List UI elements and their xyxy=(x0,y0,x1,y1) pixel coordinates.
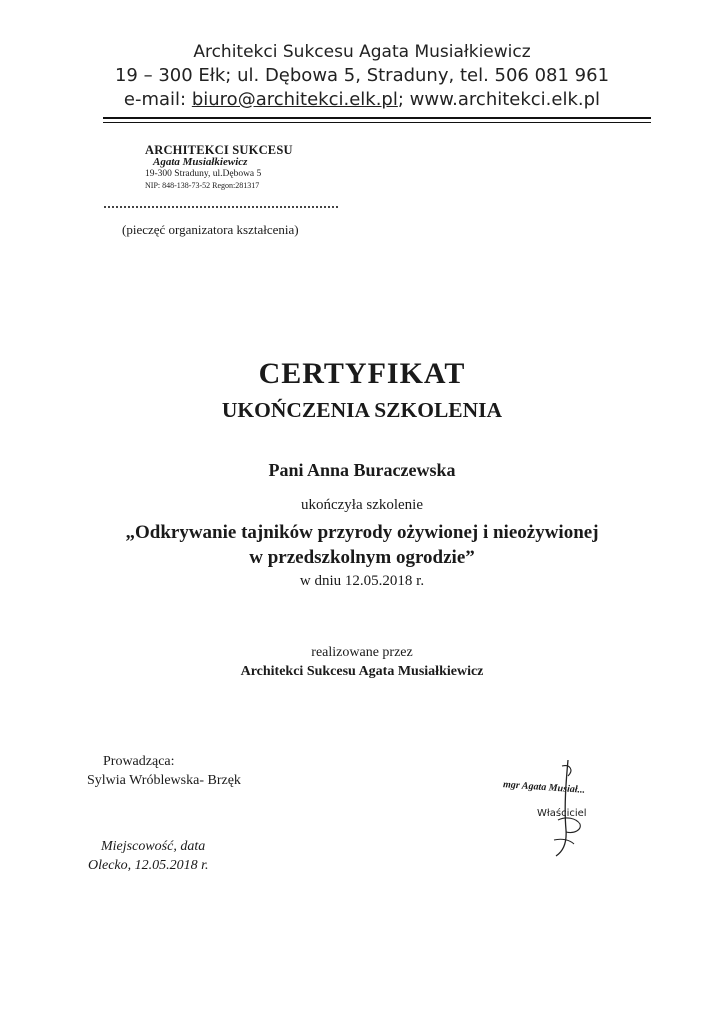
company-contact xyxy=(0,88,724,112)
place-date-value: Olecko, 12.05.2018 r. xyxy=(88,858,209,873)
company-name: Architekci Sukcesu Agata Musiałkiewicz xyxy=(193,42,531,62)
email-prefix: e-mail: xyxy=(123,89,192,110)
signature-stamp-role: Właściciel xyxy=(537,808,587,819)
email-link[interactable]: biuro@architekci.elk.pl xyxy=(191,89,398,110)
stamp-line-address: 19-300 Straduny, ul.Dębowa 5 xyxy=(145,169,262,179)
company-address: 19 – 300 Ełk; ul. Dębowa 5, Straduny, tel. 506 081 961 xyxy=(114,65,610,86)
recipient-name: Pani Anna Buraczewska xyxy=(268,460,456,480)
organizer-stamp xyxy=(145,144,345,192)
contact-separator: ; xyxy=(397,89,410,110)
place-date-label: Miejscowość, data xyxy=(101,839,206,854)
website-link[interactable]: www.architekci.elk.pl xyxy=(409,89,601,110)
organizer-name: Architekci Sukcesu Agata Musiałkiewicz xyxy=(240,664,484,679)
signature-stamp-name: mgr Agata Musiał... xyxy=(502,779,586,796)
course-title-line-1: „Odkrywanie tajników przyrody ożywionej i nieożywionej xyxy=(125,522,599,543)
stamp-caption: (pieczęć organizatora kształcenia) xyxy=(122,222,299,237)
header-rule-thin xyxy=(103,122,651,123)
certificate-subtitle: UKOŃCZENIA SZKOLENIA xyxy=(221,398,503,422)
trainer-label: Prowadząca: xyxy=(103,754,175,769)
header-rule-thick xyxy=(103,117,651,119)
stamp-line-company: ARCHITEKCI SUKCESU xyxy=(145,143,293,157)
stamp-line-ids: NIP: 848-138-73-52 Regon:281317 xyxy=(145,181,260,190)
handwritten-signature xyxy=(496,752,606,862)
stamp-line-owner: Agata Musiałkiewicz xyxy=(153,156,248,168)
organizer-label: realizowane przez xyxy=(311,645,413,660)
letterhead xyxy=(0,40,724,112)
trainer-name: Sylwia Wróblewska- Brzęk xyxy=(87,773,241,788)
course-title-line-2: w przedszkolnym ogrodzie” xyxy=(249,547,475,568)
certificate-title: CERTYFIKAT xyxy=(258,357,466,390)
course-date: w dniu 12.05.2018 r. xyxy=(299,573,425,589)
completed-text: ukończyła szkolenie xyxy=(300,497,424,513)
stamp-dotted-line xyxy=(104,206,338,208)
